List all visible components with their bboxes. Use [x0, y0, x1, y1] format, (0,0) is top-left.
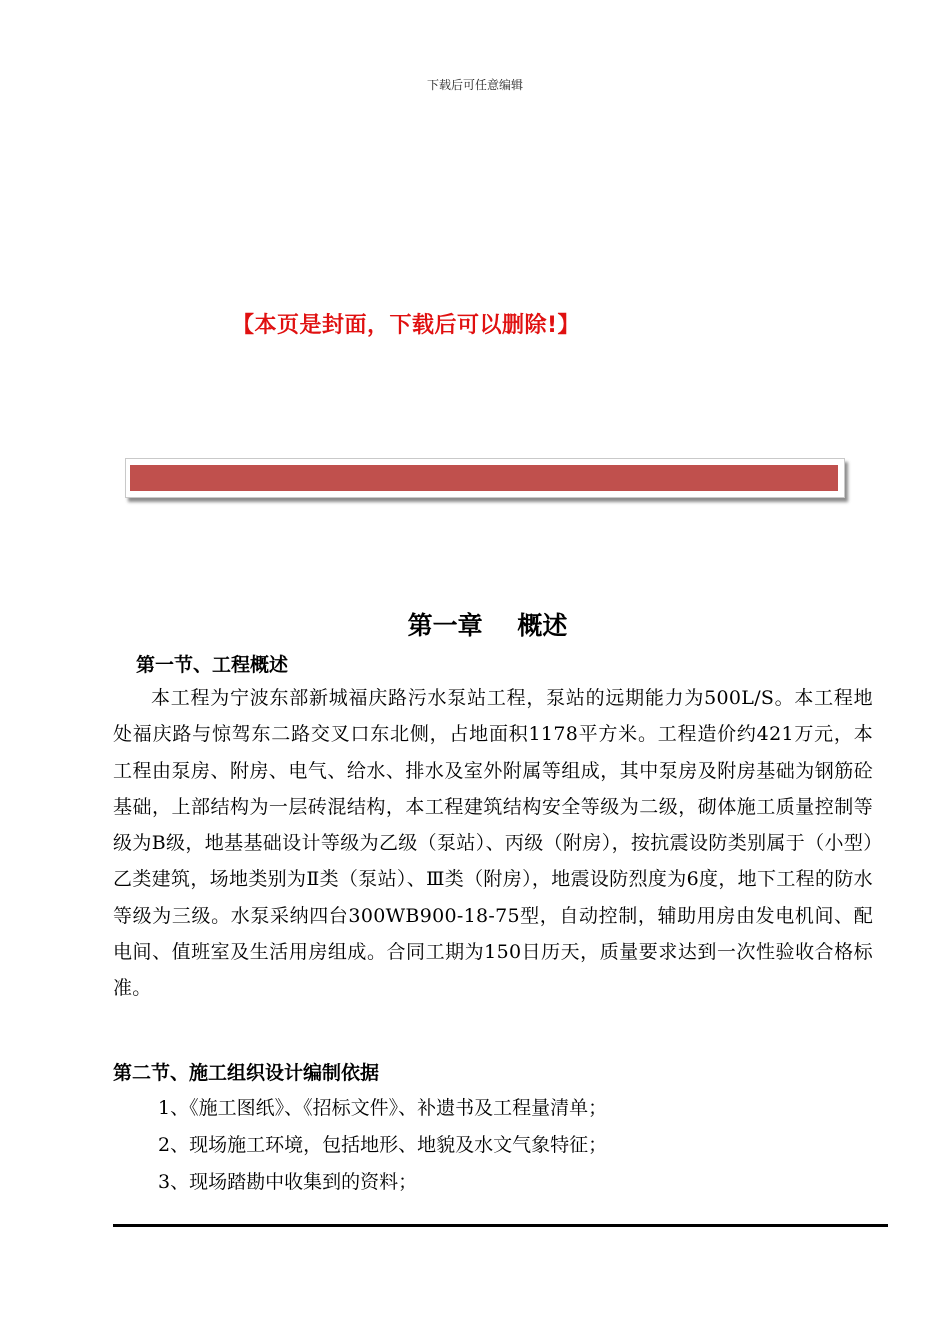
decorative-banner — [125, 458, 845, 498]
list-item: 2、现场施工环境，包括地形、地貌及水文气象特征； — [158, 1134, 608, 1156]
banner-fill — [130, 465, 838, 491]
footer-rule — [113, 1224, 888, 1227]
list-item: 1、《施工图纸》、《招标文件》、补遗书及工程量清单； — [158, 1097, 608, 1119]
cover-notice: 【本页是封面，下载后可以删除!】 — [232, 313, 581, 338]
page-header-note: 下载后可任意编辑 — [426, 78, 523, 92]
list-item: 3、现场踏勘中收集到的资料； — [158, 1171, 418, 1193]
overview-paragraph: 本工程为宁波东部新城福庆路污水泵站工程，泵站的远期能力为500L/S。本工程地处福庆路与惊驾东二路交叉口东北侧，占地面积1178平方米。工程造价约421万元，本工程由泵房、附房、电气、给水、排水及室外附属等组成，其中泵房及附房基础为钢筋砼基础，上部结构为一层砖混结构，本工程建筑结构安全等级为二级，砌体施工质量控制等级为B级，地基基础设计等级为乙级（泵站）、丙级（附房），按抗震设防类别属于（小型）乙类建筑，场地类别为Ⅱ类（泵站）、Ⅲ类（附房），地震设防烈度为6度，地下工程的防水等级为三级。水泵采纳四台300WB900-18-75型，自动控制，辅助用房由发电机间、配电间、值班室及生活用房组成。合同工期为150日历天，质量要求达到一次性验收合格标准。 — [113, 687, 873, 1000]
section-heading-overview: 第一节、工程概述 — [136, 654, 289, 676]
basis-list — [158, 1090, 607, 1201]
section-heading-basis: 第二节、施工组织设计编制依据 — [113, 1062, 380, 1084]
chapter-title: 第一章 概述 — [407, 611, 568, 640]
